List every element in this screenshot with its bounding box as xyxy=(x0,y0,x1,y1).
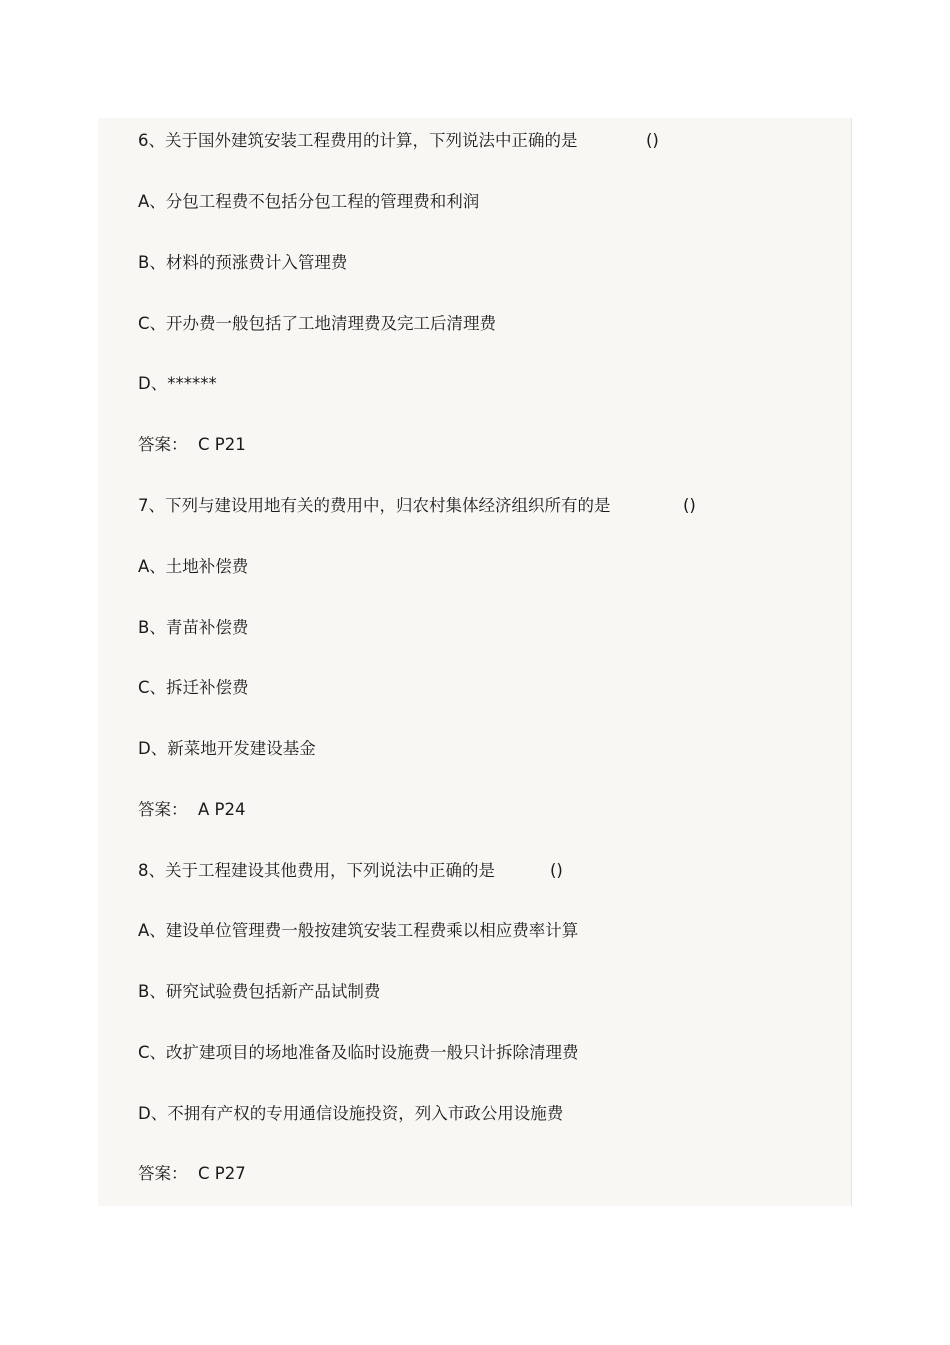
question-7-answer: 答案： A P24 xyxy=(138,800,246,819)
question-6-option-a: A、分包工程费不包括分包工程的管理费和利润 xyxy=(138,192,480,211)
question-7-blank: () xyxy=(683,496,696,515)
question-6-answer: 答案： C P21 xyxy=(138,435,246,454)
question-8-option-b: B、研究试验费包括新产品试制费 xyxy=(138,982,381,1001)
question-8-option-a: A、建设单位管理费一般按建筑安装工程费乘以相应费率计算 xyxy=(138,921,579,940)
question-6-option-d: D、****** xyxy=(138,374,217,393)
question-7-option-a: A、土地补偿费 xyxy=(138,557,249,576)
question-6-blank: () xyxy=(646,131,659,150)
question-7-option-b: B、青苗补偿费 xyxy=(138,618,249,637)
question-6-option-c: C、开办费一般包括了工地清理费及完工后清理费 xyxy=(138,314,497,333)
question-7-option-c: C、拆迁补偿费 xyxy=(138,678,249,697)
question-7-stem: 7、下列与建设用地有关的费用中，归农村集体经济组织所有的是 xyxy=(138,496,611,515)
question-6-option-b: B、材料的预涨费计入管理费 xyxy=(138,253,348,272)
question-8-option-c: C、改扩建项目的场地准备及临时设施费一般只计拆除清理费 xyxy=(138,1043,579,1062)
question-7-option-d: D、新菜地开发建设基金 xyxy=(138,739,316,758)
question-8-blank: () xyxy=(550,861,563,880)
question-6-stem: 6、关于国外建筑安装工程费用的计算，下列说法中正确的是 xyxy=(138,131,578,150)
question-8-stem: 8、关于工程建设其他费用，下列说法中正确的是 xyxy=(138,861,495,880)
question-8-answer: 答案： C P27 xyxy=(138,1164,246,1183)
question-8-option-d: D、不拥有产权的专用通信设施投资，列入市政公用设施费 xyxy=(138,1104,564,1123)
